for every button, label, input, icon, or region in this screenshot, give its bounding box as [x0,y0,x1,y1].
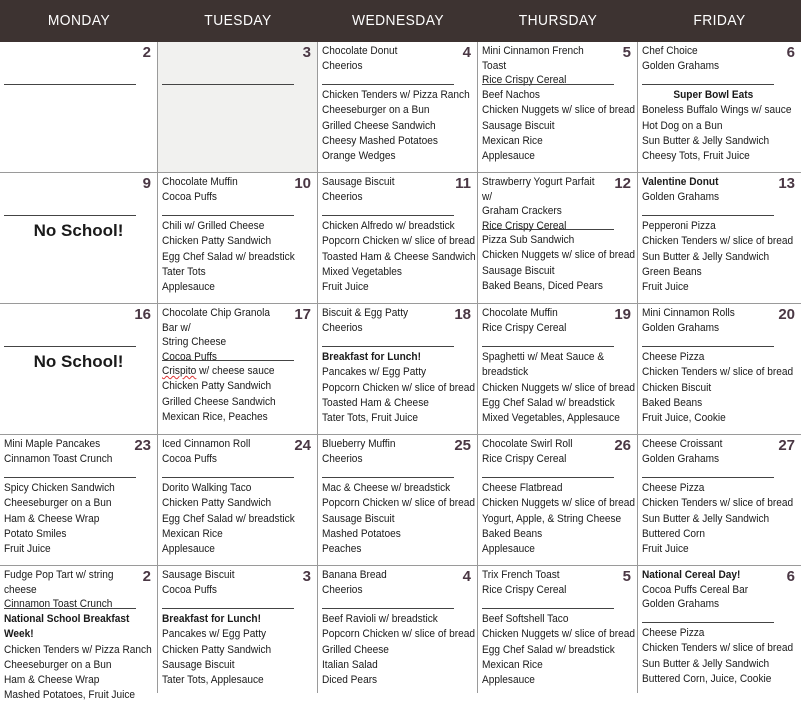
breakfast-item: Cinnamon Toast Crunch [4,452,113,465]
lunch-item: Sausage Biscuit [482,119,555,132]
meal-divider [482,346,614,347]
lunch-menu [482,350,636,426]
lunch-item: Pepperoni Pizza [642,220,716,232]
meal-divider [4,215,136,216]
lunch-item: Grilled Cheese Sandwich [162,395,276,408]
breakfast-item: Banana Bread [322,569,387,581]
day-number: 3 [302,44,311,61]
header-friday: FRIDAY [693,12,746,29]
day-number: 24 [294,437,311,454]
breakfast-item: String Cheese [162,336,227,348]
lunch-item: Sun Butter & Jelly Sandwich [642,250,770,263]
breakfast-item: Sausage Biscuit [322,176,395,188]
lunch-item: Diced Pears [322,674,378,687]
lunch-item: Mexican Rice [482,658,543,671]
lunch-item: Sun Butter & Jelly Sandwich [642,134,770,147]
day-cell [638,304,801,434]
meal-divider [642,622,774,623]
breakfast-item: Rice Crispy Cereal [482,583,567,596]
breakfast-item: Rice Crispy Cereal [482,219,567,232]
breakfast-menu [4,437,121,466]
meal-divider [322,608,454,609]
breakfast-menu [322,44,441,73]
day-cell [0,42,158,172]
lunch-menu [162,481,301,557]
lunch-item: Cheeseburger on a Bun [4,497,112,510]
lunch-item: Baked Beans [482,527,543,540]
meal-divider [162,360,294,361]
day-cell [318,173,478,303]
day-cell [318,435,478,565]
lunch-item: Cheeseburger on a Bun [322,104,430,117]
meal-divider [4,608,136,609]
lunch-item: Popcorn Chicken w/ slice of bread [322,235,476,248]
lunch-item: Cheese Pizza [642,351,705,363]
weekday-header [0,0,801,42]
breakfast-menu [162,175,281,204]
lunch-title: National School Breakfast Week! [4,613,130,641]
lunch-item: Baked Beans [642,396,703,409]
meal-divider [642,215,774,216]
day-cell [478,304,638,434]
day-cell [638,566,801,693]
breakfast-item: Graham Crackers [482,205,562,217]
day-number: 6 [786,44,795,61]
lunch-item: Applesauce [482,150,535,163]
no-school-notice: No School! [33,221,124,240]
meal-divider [322,346,454,347]
lunch-item: Chicken Tenders w/ slice of bread [642,235,794,248]
lunch-item: Buttered Corn, Juice, Cookie [642,672,772,685]
breakfast-menu [322,175,441,204]
lunch-item: Chicken Tenders w/ slice of bread [642,497,794,510]
lunch-item: Fruit Juice [642,543,689,556]
lunch-menu [642,88,792,164]
lunch-item: Buttered Corn [642,527,706,540]
breakfast-item: Rice Crispy Cereal [482,452,567,465]
lunch-item: Applesauce [162,543,215,556]
day-number: 11 [455,175,471,192]
lunch-item: Fruit Juice [4,543,51,556]
lunch-menu [482,481,636,557]
day-number: 12 [614,175,631,192]
lunch-item: Fruit Juice [322,281,369,294]
breakfast-menu [162,568,281,597]
lunch-menu [482,612,636,688]
day-cell [478,42,638,172]
lunch-item: Popcorn Chicken w/ slice of bread [322,497,476,510]
lunch-item: Chicken Nuggets w/ slice of bread [482,628,636,641]
lunch-menu [4,481,141,557]
day-cell [638,173,801,303]
breakfast-item: Cheerios [322,452,363,465]
breakfast-item: Cinnamon Toast Crunch [4,598,113,610]
lunch-menu [642,350,794,426]
lunch-item: Ham & Cheese Wrap [4,512,100,525]
lunch-item: Pancakes w/ Egg Patty [322,366,427,379]
day-number: 4 [462,568,471,585]
day-cell [0,304,158,434]
breakfast-item: Fudge Pop Tart w/ string cheese [4,569,114,596]
lunch-item: Cheese Pizza [642,482,705,494]
lunch-item: Chicken Nuggets w/ slice of bread [482,381,636,394]
lunch-item: Tater Tots, Applesauce [162,674,264,687]
breakfast-menu [642,44,764,73]
lunch-title: Super Bowl Eats [673,89,754,101]
lunch-item: Applesauce [482,543,535,556]
header-monday: MONDAY [47,12,111,29]
lunch-item: Cheeseburger on a Bun [4,658,112,671]
breakfast-menu [642,437,764,466]
lunch-item: Sun Butter & Jelly Sandwich [642,512,770,525]
lunch-menu [162,364,301,425]
lunch-item: Pizza Sub Sandwich [482,234,575,246]
meal-divider [482,84,614,85]
lunch-item: Sausage Biscuit [162,658,235,671]
breakfast-item: Chocolate Donut [322,45,398,57]
lunch-item: Chicken Patty Sandwich [162,497,272,510]
day-cell [478,173,638,303]
lunch-item: Chicken Patty Sandwich [162,643,272,656]
breakfast-item: Cocoa Puffs [162,350,217,363]
breakfast-item: Golden Grahams [642,452,720,465]
meal-divider [322,84,454,85]
day-number: 18 [454,306,471,323]
week-row [0,435,801,566]
lunch-item: Fruit Juice [642,281,689,294]
breakfast-item: Iced Cinnamon Roll [162,438,251,450]
day-cell [0,566,158,702]
lunch-item: Tater Tots, Fruit Juice [322,412,418,425]
breakfast-item: Cocoa Puffs Cereal Bar [642,583,749,596]
breakfast-item: Biscuit & Egg Patty [322,307,409,319]
lunch-item: Potato Smiles [4,527,67,540]
lunch-item: Popcorn Chicken w/ slice of bread [322,381,476,394]
day-number: 5 [622,44,631,61]
breakfast-menu [642,175,764,204]
breakfast-item: Mini Cinnamon French Toast [482,45,584,72]
breakfast-item: Cocoa Puffs [162,452,217,465]
lunch-item: Chicken Nuggets w/ slice of bread [482,497,636,510]
breakfast-item: Cocoa Puffs [162,190,217,203]
lunch-item: Sun Butter & Jelly Sandwich [642,657,770,670]
day-cell [158,42,318,172]
day-number: 9 [142,175,151,192]
lunch-item: Dorito Walking Taco [162,482,252,494]
meal-divider [4,346,136,347]
lunch-item: Chicken Biscuit [642,381,712,394]
breakfast-menu [482,306,601,335]
lunch-item: Beef Softshell Taco [482,613,569,625]
lunch-menu [162,219,301,295]
meal-divider [482,608,614,609]
day-number: 25 [454,437,471,454]
day-number: 13 [778,175,795,192]
lunch-item: Grilled Cheese Sandwich [322,119,436,132]
week-row [0,173,801,304]
day-cell [158,566,318,693]
day-cell [478,435,638,565]
week-row [0,566,801,702]
day-number: 10 [294,175,311,192]
lunch-item: Cheesy Mashed Potatoes [322,134,438,147]
day-cell [638,42,801,172]
breakfast-menu [482,44,601,88]
lunch-item: Mac & Cheese w/ breadstick [322,482,451,494]
meal-divider [162,477,294,478]
meal-divider [482,477,614,478]
day-number: 23 [134,437,151,454]
lunch-item: Cheesy Tots, Fruit Juice [642,150,750,163]
day-cell [318,304,478,434]
lunch-item: Chicken Alfredo w/ breadstick [322,220,455,232]
day-cell [318,42,478,172]
lunch-item: Pancakes w/ Egg Patty [162,628,267,641]
lunch-item: Toasted Ham & Cheese Sandwich [322,250,476,263]
lunch-menu [642,219,794,295]
lunch-item: Cheese Pizza [642,627,705,639]
breakfast-item: Cheerios [322,59,363,72]
breakfast-item: Chef Choice [642,45,698,57]
day-cell [318,566,478,693]
lunch-item: Green Beans [642,265,702,278]
meal-divider [322,477,454,478]
breakfast-menu [482,175,601,233]
day-cell [478,566,638,693]
breakfast-item: Cheerios [322,321,363,334]
breakfast-item: Strawberry Yogurt Parfait w/ [482,176,595,203]
day-number: 6 [786,568,795,585]
breakfast-item: Chocolate Muffin [162,176,238,188]
lunch-item: Egg Chef Salad w/ breadstick [162,512,295,525]
lunch-menu [162,612,301,688]
lunch-item: Mixed Vegetables, Applesauce [482,412,620,425]
day-number: 3 [302,568,311,585]
day-number: 20 [778,306,795,323]
lunch-title: Breakfast for Lunch! [322,351,421,363]
meal-divider [4,84,136,85]
lunch-item: Beef Nachos [482,89,540,101]
meal-divider [322,215,454,216]
day-number: 17 [294,306,311,323]
lunch-item: Spaghetti w/ Meat Sauce & [482,351,605,363]
lunch-item: Chicken Nuggets w/ slice of bread [482,104,636,117]
lunch-menu [322,481,476,557]
lunch-item: Chili w/ Grilled Cheese [162,220,265,232]
breakfast-menu [4,568,121,612]
breakfast-menu [642,306,764,335]
lunch-item: Hot Dog on a Bun [642,119,723,132]
lunch-menu [322,612,476,688]
day-number: 2 [142,568,151,585]
breakfast-item: Cheerios [322,583,363,596]
lunch-item: Toasted Ham & Cheese [322,396,429,409]
breakfast-menu [322,568,441,597]
breakfast-item: Cheerios [322,190,363,203]
lunch-item: Mexican Rice, Peaches [162,410,268,423]
lunch-item: Sausage Biscuit [482,264,555,277]
lunch-item: Chicken Tenders w/ Pizza Ranch [322,89,470,101]
lunch-item: Mexican Rice [482,134,543,147]
day-cell [0,173,158,303]
lunch-menu [322,219,476,295]
lunch-item: Popcorn Chicken w/ slice of bread [322,628,476,641]
meal-divider [162,608,294,609]
lunch-menu [482,88,636,164]
lunch-menu [4,612,152,704]
meal-divider [162,215,294,216]
day-cell [0,435,158,565]
meal-divider [642,346,774,347]
week-row [0,42,801,173]
breakfast-item: Golden Grahams [642,59,720,72]
lunch-item: Mashed Potatoes [322,527,401,540]
meal-divider [482,229,614,230]
meal-divider [162,84,294,85]
lunch-menu [642,626,794,687]
lunch-item: Egg Chef Salad w/ breadstick [482,396,615,409]
lunch-item: Chicken Tenders w/ Pizza Ranch [4,643,152,656]
lunch-item: Ham & Cheese Wrap [4,674,100,687]
day-number: 4 [462,44,471,61]
breakfast-menu [642,568,764,612]
breakfast-item: Golden Grahams [642,598,720,610]
breakfast-title: National Cereal Day! [642,569,741,581]
lunch-item: Grilled Cheese [322,643,389,656]
breakfast-item: Cheese Croissant [642,438,723,450]
lunch-item: Yogurt, Apple, & String Cheese [482,512,622,525]
breakfast-item: Chocolate Muffin [482,307,558,319]
lunch-item: Mexican Rice [162,527,223,540]
breakfast-item: Sausage Biscuit [162,569,235,581]
lunch-item: Mashed Potatoes, Fruit Juice [4,689,136,702]
day-number: 26 [614,437,631,454]
lunch-item: Egg Chef Salad w/ breadstick [482,643,615,656]
lunch-item: Boneless Buffalo Wings w/ sauce [642,104,792,117]
lunch-item: breadstick [482,366,529,379]
lunch-item: Crispito w/ cheese sauce [162,365,275,377]
breakfast-menu [482,568,601,597]
breakfast-item: Mini Maple Pancakes [4,438,101,450]
header-wednesday: WEDNESDAY [351,12,445,29]
lunch-title: Breakfast for Lunch! [162,613,261,625]
breakfast-menu [322,437,441,466]
breakfast-item: Rice Crispy Cereal [482,74,567,86]
lunch-menu [322,88,470,164]
breakfast-title: Valentine Donut [642,176,719,188]
lunch-item: Chicken Patty Sandwich [162,235,272,248]
breakfast-menu [162,437,281,466]
lunch-item: Tater Tots [162,265,206,278]
lunch-item: Fruit Juice, Cookie [642,412,726,425]
day-number: 2 [142,44,151,61]
lunch-item: Beef Ravioli w/ breadstick [322,613,438,625]
breakfast-item: Cocoa Puffs [162,583,217,596]
day-cell [638,435,801,565]
calendar-grid [0,42,801,702]
breakfast-menu [322,306,441,335]
lunch-item: Chicken Tenders w/ slice of bread [642,642,794,655]
day-cell [158,173,318,303]
lunch-menu [642,481,794,557]
meal-divider [4,477,136,478]
lunch-item: Italian Salad [322,658,378,671]
day-number: 5 [622,568,631,585]
meal-divider [642,84,774,85]
day-cell [158,304,318,434]
day-number: 27 [778,437,795,454]
week-row [0,304,801,435]
breakfast-item: Blueberry Muffin [322,438,396,450]
breakfast-item: Chocolate Chip Granola Bar w/ [162,307,271,334]
lunch-item: Chicken Nuggets w/ slice of bread [482,249,636,262]
breakfast-item: Rice Crispy Cereal [482,321,567,334]
lunch-item: Chicken Patty Sandwich [162,380,272,393]
breakfast-item: Chocolate Swirl Roll [482,438,573,450]
lunch-menu [482,233,636,294]
breakfast-item: Golden Grahams [642,190,720,203]
lunch-item: Applesauce [162,281,215,294]
lunch-item: Baked Beans, Diced Pears [482,279,603,292]
breakfast-item: Mini Cinnamon Rolls [642,307,735,319]
lunch-item: Mixed Vegetables [322,265,402,278]
lunch-item: Orange Wedges [322,150,396,163]
no-school-notice: No School! [33,352,124,371]
header-tuesday: TUESDAY [204,12,272,29]
meal-divider [642,477,774,478]
breakfast-menu [482,437,601,466]
day-number: 19 [614,306,631,323]
lunch-item: Chicken Tenders w/ slice of bread [642,366,794,379]
day-cell [158,435,318,565]
breakfast-menu [162,306,281,364]
lunch-item: Peaches [322,543,362,556]
day-number: 16 [134,306,151,323]
lunch-item: Sausage Biscuit [322,512,395,525]
lunch-item: Applesauce [482,674,535,687]
breakfast-item: Trix French Toast [482,569,560,581]
header-thursday: THURSDAY [518,12,598,29]
lunch-item: Egg Chef Salad w/ breadstick [162,250,295,263]
lunch-item: Cheese Flatbread [482,482,563,494]
lunch-menu [322,350,476,426]
lunch-item: Spicy Chicken Sandwich [4,482,115,494]
breakfast-item: Golden Grahams [642,321,720,334]
